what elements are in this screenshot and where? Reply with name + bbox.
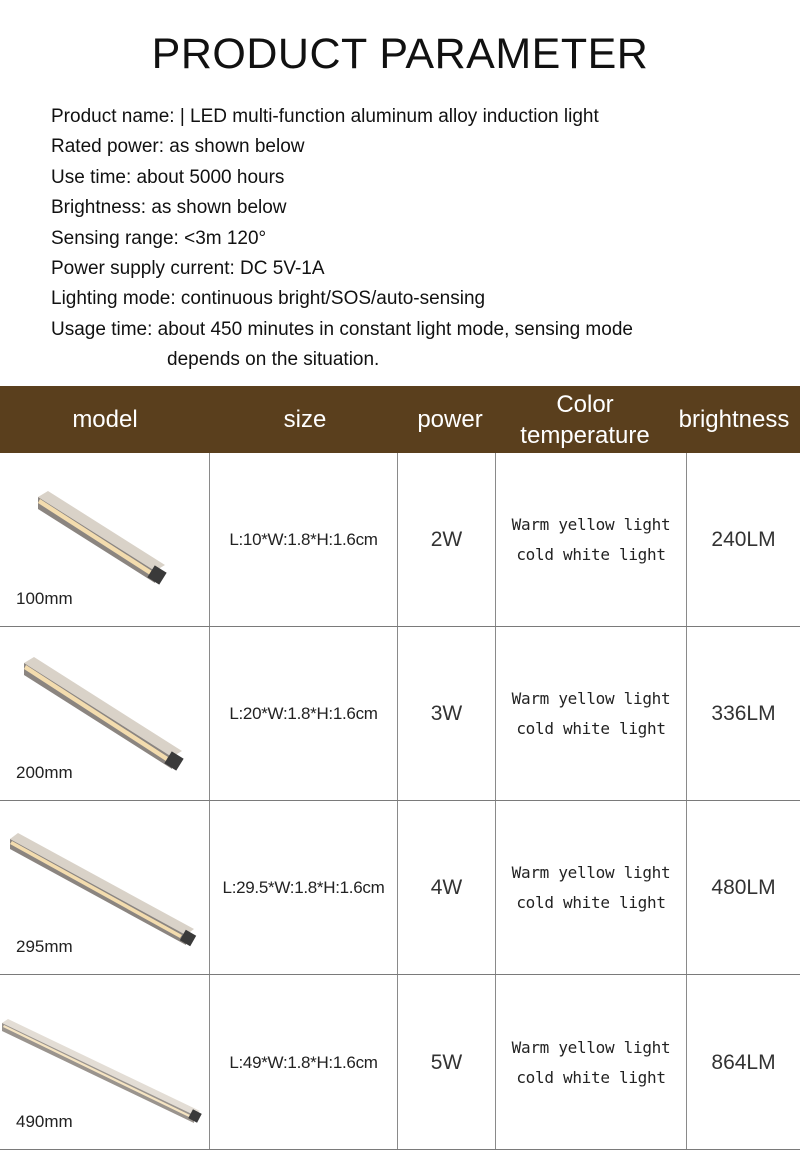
header-color-temperature <box>500 386 670 453</box>
size-cell: L:10*W:1.8*H:1.6cm <box>229 530 378 549</box>
model-label: 490mm <box>16 1112 73 1131</box>
header-model: model <box>72 406 138 433</box>
param-rated-power: Rated power: as shown below <box>51 136 305 158</box>
header-power: power <box>417 406 483 433</box>
model-label: 100mm <box>16 589 73 608</box>
param-product-name: Product name: | LED multi-function aluminum alloy induction light <box>51 106 599 127</box>
header-color-temp-line2: temperature <box>520 421 650 449</box>
cold-light-label: cold white light <box>516 1067 666 1087</box>
param-lighting-mode: Lighting mode: continuous bright/SOS/auto-sensing <box>51 288 486 310</box>
param-usage-time: Usage time: about 450 minutes in constant light mode, sensing mode <box>51 318 633 340</box>
header-color-temp-line1: Color <box>556 390 614 418</box>
color-temperature-cell <box>496 453 686 627</box>
color-temperature-cell <box>496 627 686 801</box>
brightness-cell: 864LM <box>711 1050 776 1074</box>
table-header <box>0 386 800 453</box>
param-brightness: Brightness: as shown below <box>51 197 287 219</box>
model-label: 295mm <box>16 937 73 956</box>
parameter-list <box>51 102 771 376</box>
brightness-cell: 336LM <box>711 702 776 725</box>
cold-light-label: cold white light <box>516 545 666 564</box>
table-row <box>0 975 800 1150</box>
param-sensing-range: Sensing range: <3m 120° <box>51 227 267 249</box>
color-temperature-cell <box>496 975 686 1150</box>
cold-light-label: cold white light <box>516 893 666 912</box>
size-cell: L:29.5*W:1.8*H:1.6cm <box>222 878 385 897</box>
model-cell <box>0 801 209 975</box>
warm-light-label: Warm yellow light <box>511 689 671 708</box>
model-cell <box>0 627 209 801</box>
power-cell: 4W <box>430 876 463 899</box>
warm-light-label: Warm yellow light <box>511 1037 671 1057</box>
header-brightness: brightness <box>678 406 790 433</box>
param-use-time: Use time: about 5000 hours <box>51 166 285 188</box>
color-temperature-cell <box>496 801 686 975</box>
size-cell: L:49*W:1.8*H:1.6cm <box>229 1052 378 1072</box>
param-usage-time-cont: depends on the situation. <box>167 349 380 371</box>
power-cell: 2W <box>430 528 463 551</box>
table-row <box>0 627 800 801</box>
table-row <box>0 801 800 975</box>
model-cell <box>0 975 209 1150</box>
model-cell <box>0 453 209 627</box>
header-size: size <box>283 406 327 433</box>
param-power-supply: Power supply current: DC 5V-1A <box>51 258 325 280</box>
table-row <box>0 453 800 627</box>
power-cell: 5W <box>430 1050 463 1074</box>
power-cell: 3W <box>430 702 463 725</box>
model-label: 200mm <box>16 763 73 782</box>
table-body <box>0 453 800 1150</box>
page-title: PRODUCT PARAMETER <box>151 30 649 78</box>
brightness-cell: 240LM <box>711 528 776 551</box>
size-cell: L:20*W:1.8*H:1.6cm <box>229 704 378 723</box>
warm-light-label: Warm yellow light <box>511 863 671 882</box>
warm-light-label: Warm yellow light <box>511 515 671 534</box>
brightness-cell: 480LM <box>711 876 776 899</box>
cold-light-label: cold white light <box>516 719 666 738</box>
